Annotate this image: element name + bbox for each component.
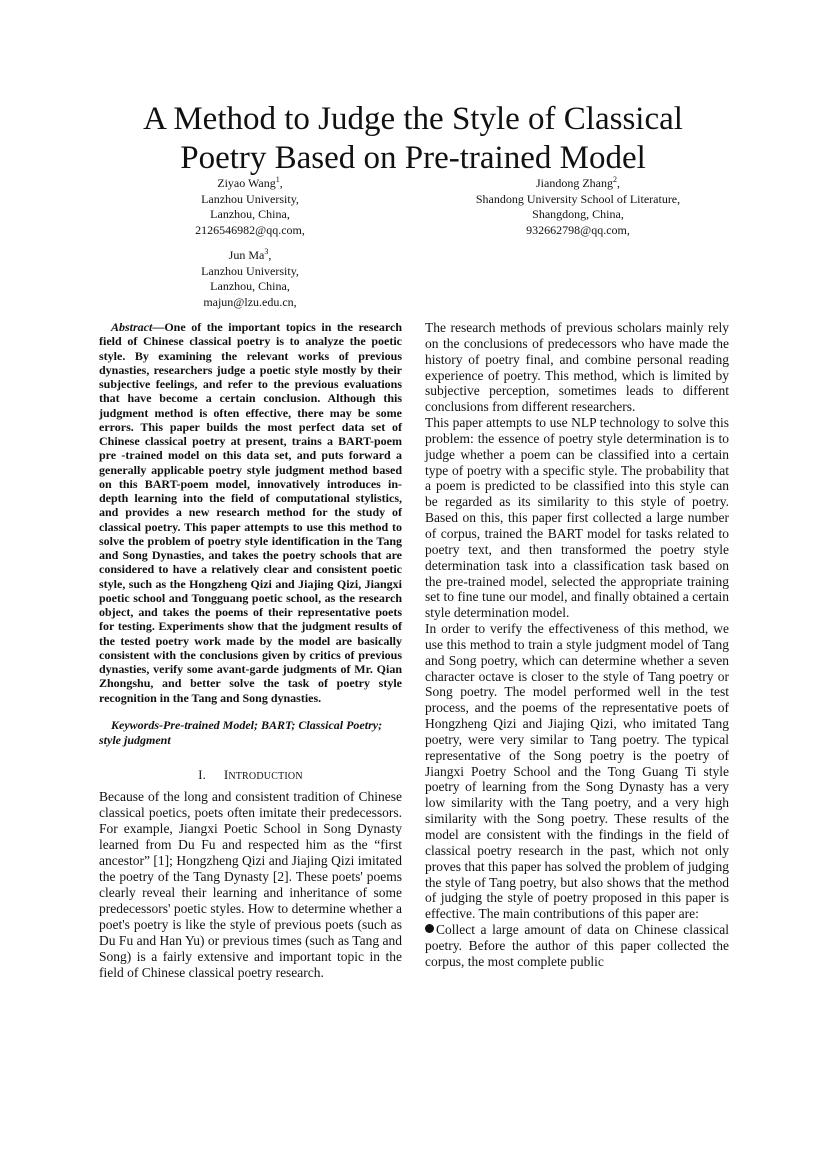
author-superscript: 2 [613, 175, 617, 184]
author-name: Jun Ma [228, 248, 265, 262]
author-suffix: , [617, 176, 620, 190]
title-line-2: Poetry Based on Pre-trained Model [180, 140, 646, 176]
abstract-lead: Abstract [111, 320, 153, 334]
author-name: Ziyao Wang [217, 176, 276, 190]
author-email: 2126546982@qq.com, [195, 222, 305, 237]
author-location: Lanzhou, China, [210, 279, 290, 293]
paragraph-verification: In order to verify the effectiveness of this method, we use this method to train a style judgment model of Tang and Song poetry, which can determine whether a seven character octave is closer to the style of Tang poetry or Song poetry. The model performed well in the test process, and the poems of the representative poets of Hongzheng Qizi and Jiajing Qizi, who imitated Tang poetry, were very similar to Tang poetry. The typical representative of the Song poetry is the poetry of Jiangxi Poetry School and the Tong Guang Ti style poetry of learning from the Song Dynasty has a very low similarity with the Tang poetry, and a very high similarity with the Song poetry. These results of the model are consistent with the findings in the field of classical poetry research in the past, which not only proves that this paper has solved the problem of judging the style of Tang poetry, but also shows that the method of judging the style of poetry proposed in this paper is effective. The main contributions of this paper are: [425, 621, 729, 922]
section-heading-introduction [99, 768, 402, 783]
intro-paragraph: Because of the long and consistent tradition of Chinese classical poetics, poets often imitate their predecessors. For example, Jiangxi Poetic School in Song Dynasty learned from Du Fu and respected him as the “first ancestor” [1]; Hongzheng Qizi and Jiajing Qizi imitated the poetry of the Tang Dynasty [2]. These poets' poems clearly reveal their learning and inheritance of some predecessors' poetic styles. How to determine whether a poet's poetry is like the style of previous poets (such as Du Fu and Han Yu) or previous times (such as Tang and Song) is a fairly extensive and important topic in the field of Chinese classical poetry research. [99, 788, 402, 980]
author-superscript: 1 [275, 175, 280, 184]
section-title-initial: I [223, 767, 229, 782]
author-superscript: 3 [264, 247, 269, 256]
abstract [99, 320, 402, 705]
paragraph-previous-methods: The research methods of previous scholars mainly rely on the conclusions of predecessors who have made the history of poetry final, and combine personal reading experience of poetry. This method, which is limited by subjective perception, sometimes leads to different conclusions from different researchers. [425, 320, 729, 415]
author-affiliation: Lanzhou University, [201, 191, 299, 206]
right-column [425, 320, 729, 970]
bullet-dot-icon [425, 924, 434, 933]
author-block-2 [448, 176, 708, 238]
section-number: I. [198, 767, 206, 782]
contribution-text: Collect a large amount of data on Chinese classical poetry. Before the author of this paper collected the corpus, the most complete public [425, 922, 729, 970]
author-email: majun@lzu.edu.cn, [203, 294, 297, 309]
author-name: Jiandong Zhang [536, 176, 613, 190]
abstract-text: —One of the important topics in the research field of Chinese classical poetry is to analyze the poetic style. By examining the relevant works of previous dynasties, researchers judge a poetic style mostly by their subjective feelings, and refer to the previous evaluations that have become a certain conclusion. Although this judgment method is often effective, there may be some errors. This paper builds the most perfect data set of Chinese classical poetry at present, trains a BART-poem pre -trained model on this data set, and puts forward a generally applicable poetry style judgment method based on this BART-poem model, innovatively introduces in-depth learning into the field of computational stylistics, and provides a new research method for the study of classical poetry. This paper attempts to use this method to solve the problem of poetry style identification in the Tang and Song Dynasties, and takes the poetry schools that are considered to have a relatively clear and consistent poetic style, such as the Hongzheng Qizi and Jiajing Qizi, Jiangxi poetic school and Tongguang poetic school, as the research object, and takes the poems of their representative poets for testing. Experiments show that the judgment results of the tested poetry work made by the model are basically consistent with the conclusions given by critics of previous dynasties, verify some avant-garde judgments of Mr. Qian Zhongshu, and better solve the task of poetry style recognition in the Tang and Song dynasties. [99, 320, 402, 705]
left-column [99, 320, 402, 981]
author-affiliation: Lanzhou University, [201, 263, 299, 278]
author-block-3 [150, 248, 350, 310]
section-title-rest: NTRODUCTION [228, 770, 303, 782]
contribution-bullet-1 [425, 922, 729, 970]
author-location: Shangdong, China, [532, 207, 624, 221]
author-suffix: , [279, 176, 283, 190]
author-affiliation: Shandong University School of Literature, [475, 191, 681, 206]
author-location: Lanzhou, China, [210, 207, 290, 221]
paper-title [80, 100, 746, 178]
author-block-1 [150, 176, 350, 238]
paragraph-nlp-approach: This paper attempts to use NLP technology to solve this problem: the essence of poetry style determination is to judge whether a poem can be classified into a certain type of poetry with a specific style. The probability that a poem is predicted to be classified into this style can be regarded as its similarity to this style of poetry. Based on this, this paper first collected a large number of corpus, trained the BART model for tasks related to poetry text, and then transformed the poetry style determination task into a classification task based on the pre-trained model, selected the appropriate training set to fine tune our model, and finally obtained a certain style determination model. [425, 415, 729, 621]
title-line-1: A Method to Judge the Style of Classical [143, 101, 683, 137]
keywords: Keywords-Pre-trained Model; BART; Classical Poetry; style judgment [99, 717, 383, 747]
author-suffix: , [268, 248, 272, 262]
author-email: 932662798@qq.com, [526, 222, 630, 237]
